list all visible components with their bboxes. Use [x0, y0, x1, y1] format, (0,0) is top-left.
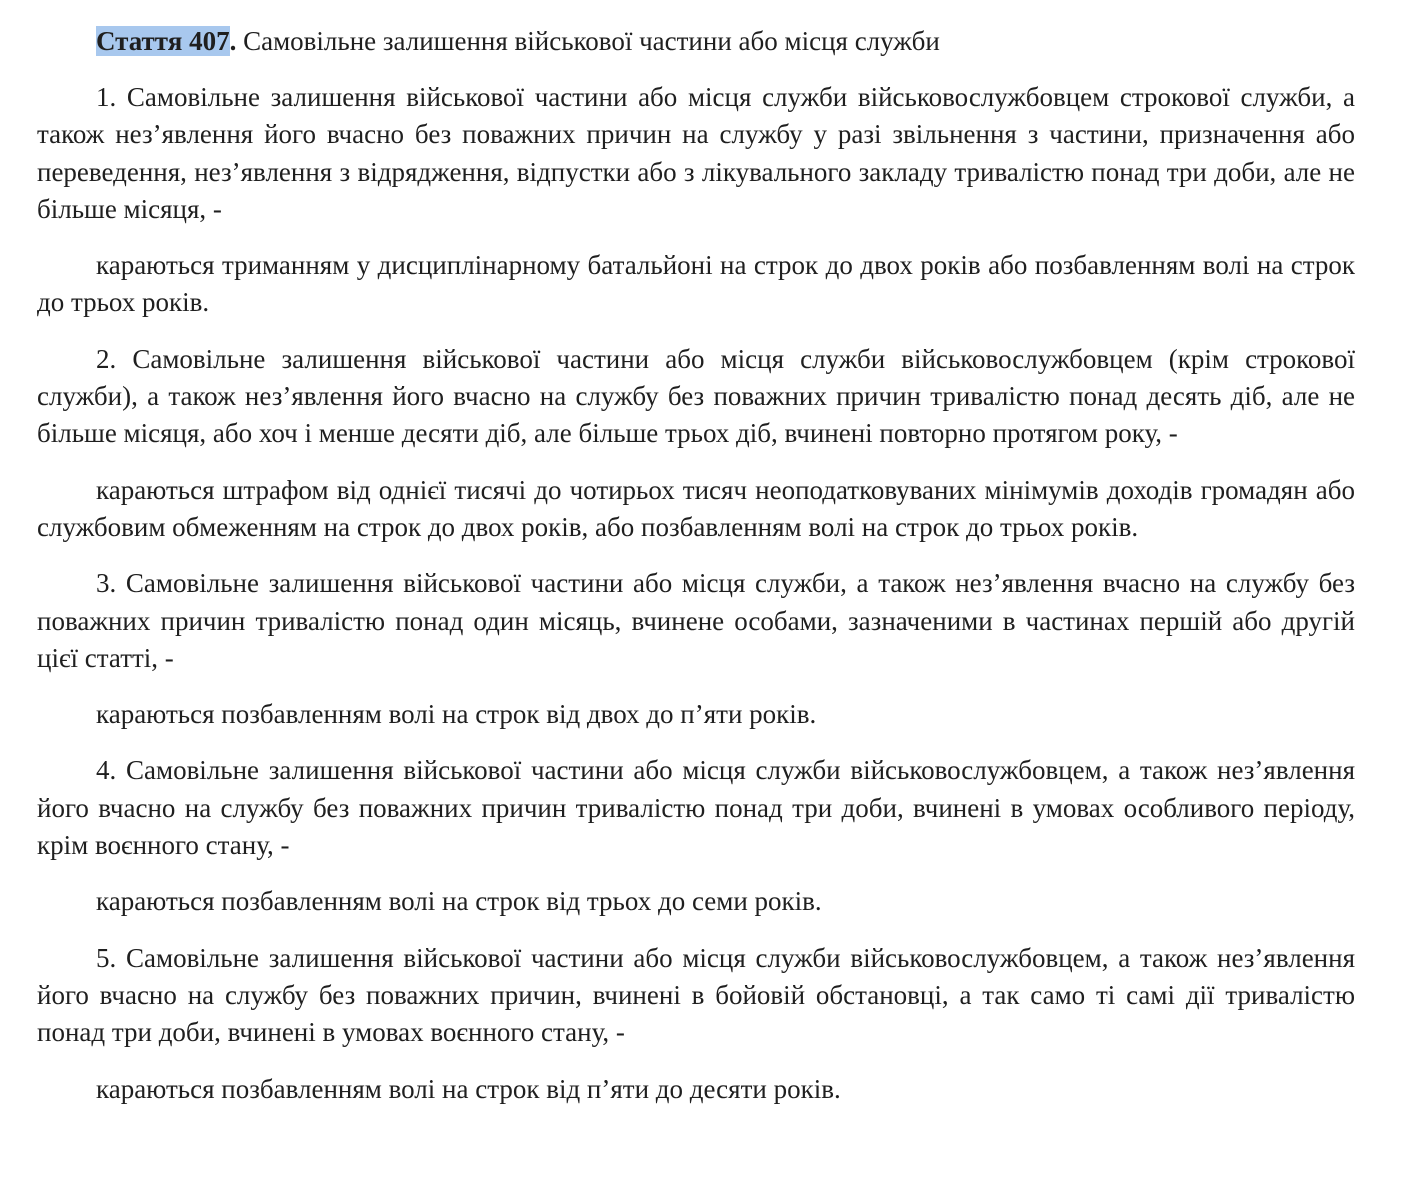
document-body [37, 22, 1355, 1108]
paragraph-penalty-1: караються триманням у дисциплінарному батальйоні на строк до двох років або позбавленням волі на строк до трьох років. [37, 250, 1355, 318]
paragraph-penalty-2: караються штрафом від однієї тисячі до чотирьох тисяч неоподатковуваних мінімумів доходів громадян або службовим обмеженням на строк до двох років, або позбавленням волі на строк до трьох років. [37, 474, 1355, 542]
paragraph-part-4: 4. Самовільне залишення військової частини або місця служби військовослужбовцем, а також нез’явлення його вчасно на службу без поважних причин тривалістю понад три доби, вчинені в умовах особливого періоду, крім воєнного стану, - [37, 755, 1355, 861]
paragraph-part-1: 1. Самовільне залишення військової частини або місця служби військовослужбовцем строкової служби, а також нез’явлення його вчасно без поважних причин на службу у разі звільнення з частини, призначення або переведення, нез’явлення з відрядження, відпустки або з лікувального закладу тривалістю понад три доби, але не більше місяця, - [37, 82, 1355, 224]
paragraph-penalty-3: караються позбавленням волі на строк від двох до п’яти років. [96, 699, 817, 730]
article-number-punct: . [229, 26, 237, 56]
article-title [37, 22, 1355, 60]
paragraph-part-3: 3. Самовільне залишення військової частини або місця служби, а також нез’явлення вчасно на службу без поважних причин тривалістю понад один місяць, вчинене особами, зазначеними в частинах першій або другій цієї статті, - [37, 568, 1355, 673]
paragraph-part-5: 5. Самовільне залишення військової частини або місця служби військовослужбовцем, а також нез’явлення його вчасно на службу без поважних причин, вчинені в бойовій обстановці, а так само ті самі дії тривалістю понад три доби, вчинені в умовах воєнного стану, - [37, 942, 1355, 1048]
paragraph-penalty-4: караються позбавленням волі на строк від трьох до семи років. [96, 886, 822, 917]
paragraph-penalty-5: караються позбавленням волі на строк від п’яти до десяти років. [96, 1073, 841, 1104]
article-number-selected-text[interactable]: Стаття 407 [96, 26, 230, 56]
paragraph-part-2: 2. Самовільне залишення військової частини або місця служби військовослужбовцем (крім строкової служби), а також нез’явлення його вчасно на службу без поважних причин тривалістю понад десять діб, але не більше місяця, або хоч і менше десяти діб, але більше трьох діб, вчинені повторно протягом року, - [37, 343, 1355, 449]
article-title-text: Самовільне залишення військової частини або місця служби [236, 26, 940, 56]
